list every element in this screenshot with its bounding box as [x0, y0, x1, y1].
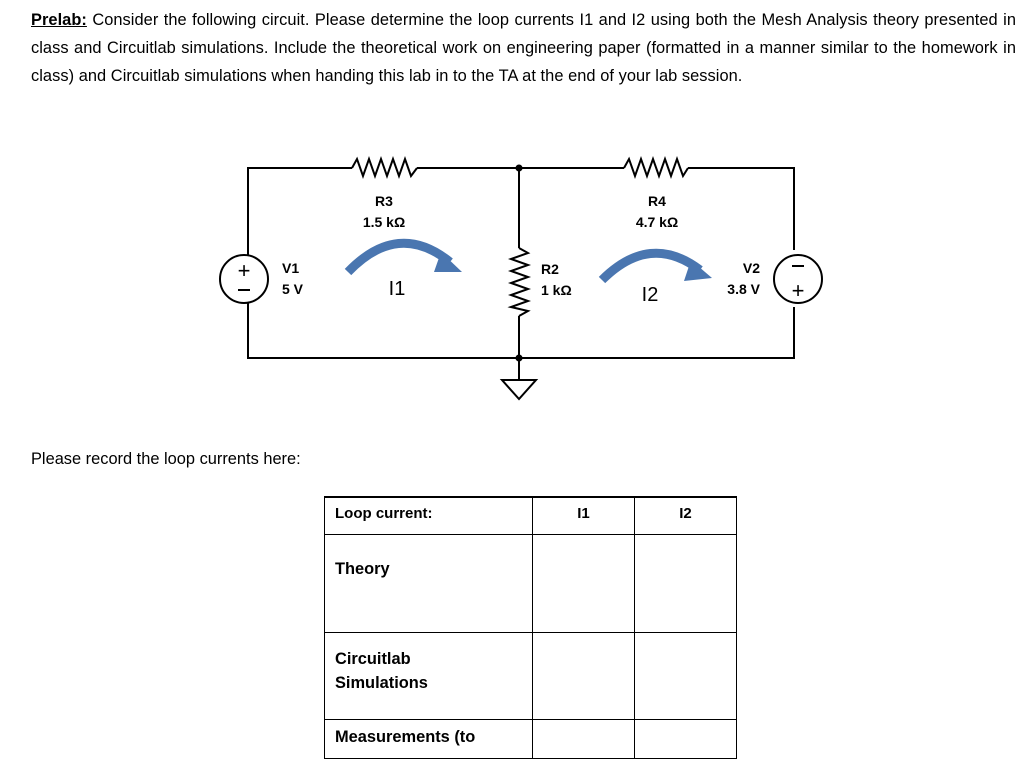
theory-i1-cell[interactable]	[533, 535, 635, 633]
simulation-i1-cell[interactable]	[533, 633, 635, 720]
mesh2-label: I2	[641, 284, 659, 306]
v1-name: V1	[282, 260, 300, 276]
ground-icon	[502, 380, 536, 399]
junction-dot-top	[516, 165, 523, 172]
header-loop-current: Loop current:	[325, 497, 533, 535]
table-row	[325, 535, 737, 633]
r4-value: 4.7 kΩ	[635, 214, 679, 230]
v1-source-symbol	[220, 255, 268, 303]
row-label-simulations-line1: Circuitlab	[335, 650, 411, 668]
row-label-simulations-line2: Simulations	[335, 674, 428, 692]
svg-text:+: +	[237, 258, 251, 283]
r4-resistor-symbol	[624, 159, 688, 176]
r3-resistor-symbol	[352, 159, 417, 176]
r3-value: 1.5 kΩ	[362, 214, 406, 230]
prelab-instructions: Consider the following circuit. Please determine the loop currents I1 and I2 using both the Mesh Analysis theory presented in class and Circuitlab simulations. Include the theoretical work on engineering paper (formatted in a manner similar to the homework in class) and Circuitlab simulations when handing this lab in to the TA at the end of your lab session.	[31, 11, 1016, 86]
r4-name: R4	[648, 193, 666, 209]
r2-value: 1 kΩ	[541, 282, 572, 298]
theory-i2-cell[interactable]	[635, 535, 737, 633]
r2-resistor-symbol	[511, 248, 528, 316]
svg-text:+: +	[791, 278, 805, 303]
junction-dot-bottom	[516, 355, 523, 362]
loop-current-table	[324, 496, 737, 759]
row-label-simulations	[325, 633, 533, 720]
v2-name: V2	[742, 260, 760, 276]
header-i2: I2	[635, 497, 737, 535]
table-row	[325, 633, 737, 720]
v1-value: 5 V	[282, 281, 304, 297]
table-header-row	[325, 497, 737, 535]
row-label-measurements: Measurements (to	[325, 720, 533, 759]
mesh2-arrow-icon	[602, 253, 700, 280]
mesh1-arrow-icon	[348, 243, 450, 272]
prelab-label: Prelab:	[31, 11, 87, 29]
measurement-i2-cell[interactable]	[635, 720, 737, 759]
v2-value: 3.8 V	[727, 281, 760, 297]
row-label-theory: Theory	[325, 535, 533, 633]
mesh1-label: I1	[388, 278, 406, 300]
v2-source-symbol	[774, 255, 822, 303]
record-prompt: Please record the loop currents here:	[31, 450, 301, 468]
header-i1: I1	[533, 497, 635, 535]
measurement-i1-cell[interactable]	[533, 720, 635, 759]
r2-name: R2	[541, 261, 559, 277]
table-row	[325, 720, 737, 759]
simulation-i2-cell[interactable]	[635, 633, 737, 720]
r3-name: R3	[375, 193, 393, 209]
